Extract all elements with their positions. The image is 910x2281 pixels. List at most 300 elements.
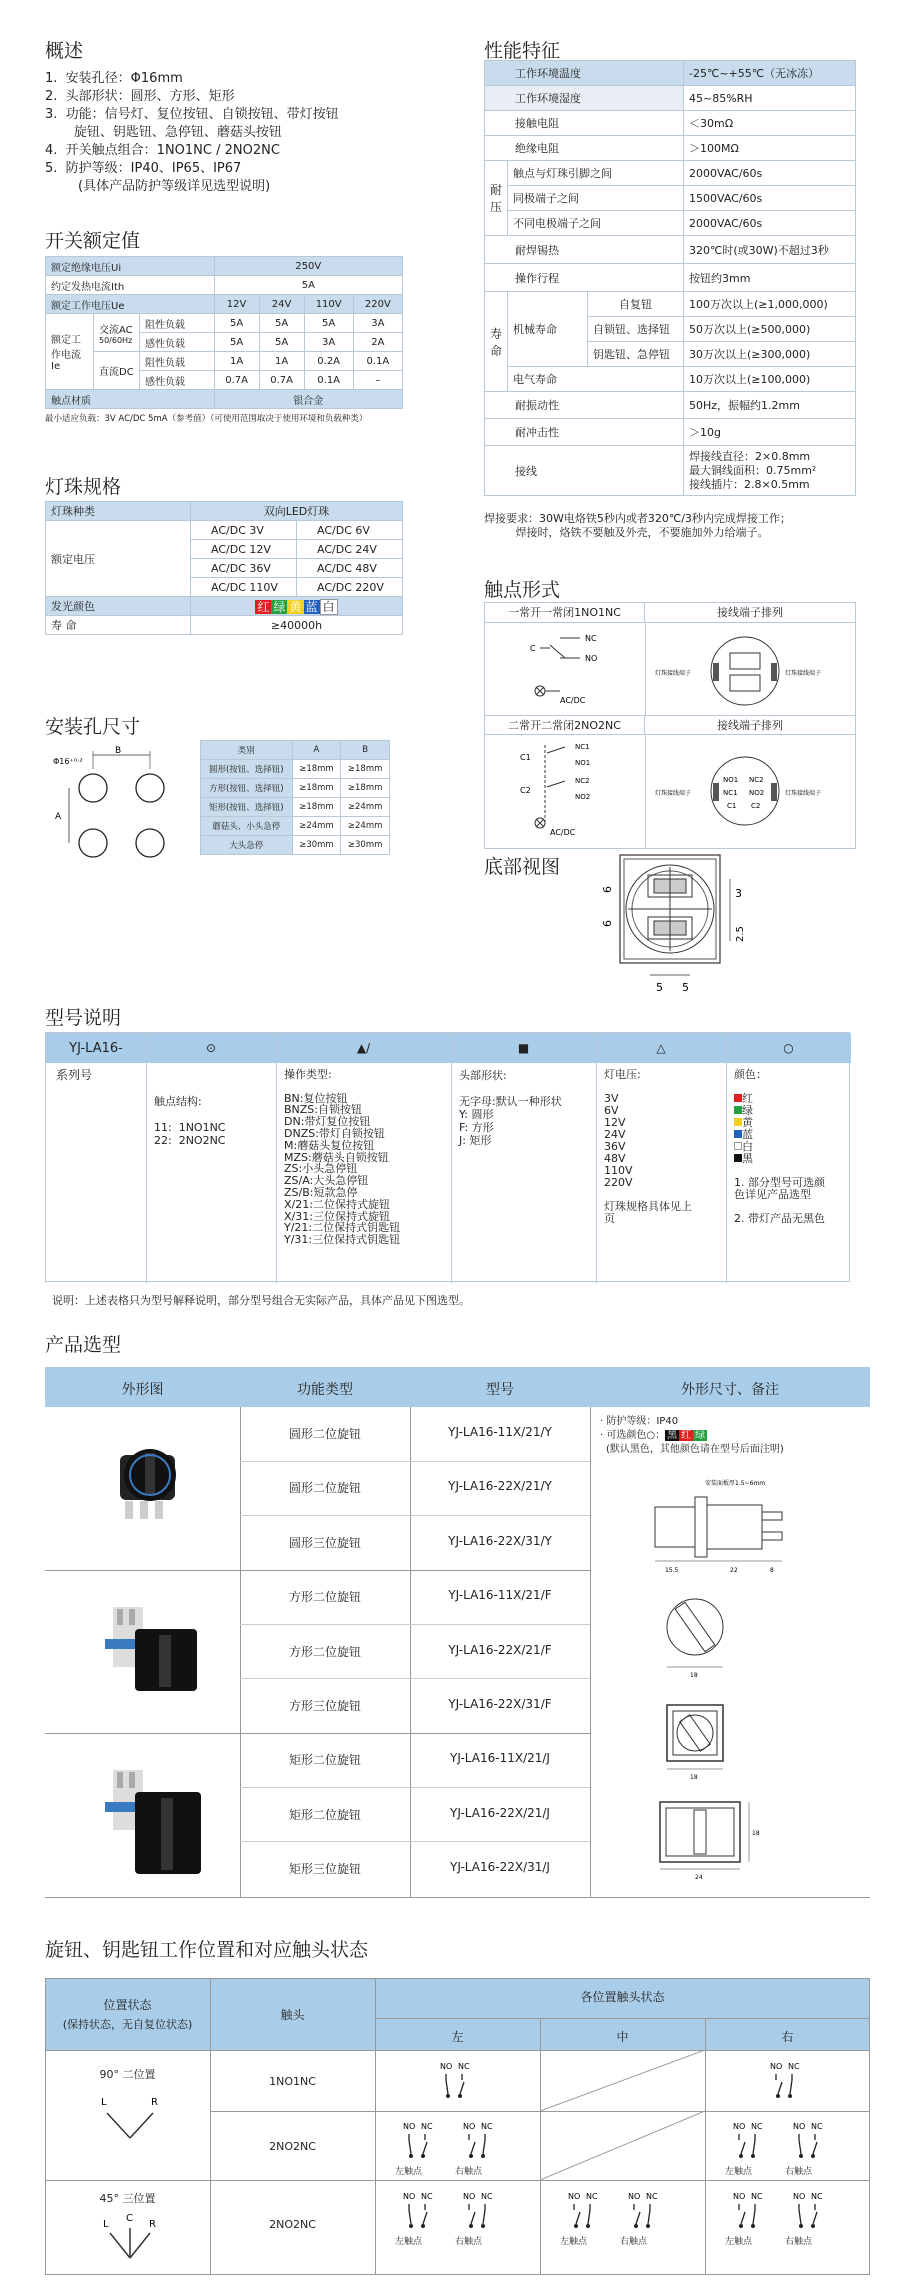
perf-title: 性能特征 [484,40,561,62]
model-line: Y/31:三位保持式钥匙钮 [284,1233,401,1247]
model-head: ▲/ [356,1041,371,1055]
dim-b: B [115,746,122,756]
note-line: · 防护等级：IP40 [600,1416,679,1427]
model-line: Y/21:二位保持式钥匙钮 [284,1221,401,1235]
perf-label: 工作环境温度 [485,61,684,86]
perf-label: 绝缘电阻 [485,136,684,161]
ui-label: 额定绝缘电压Ui [46,257,215,276]
contact-type: 2NO2NC [269,2140,316,2153]
model-col-operation [284,1069,400,1246]
round-knob-image [95,1427,205,1537]
nc-label: NC [788,2062,800,2071]
perf-value: 100万次以上(≥1,000,000) [684,292,856,317]
model-line: 24V [604,1128,626,1141]
color-swatch [734,1094,742,1102]
knob-head: 右 [781,2030,794,2044]
perf-label: 耐振动性 [485,392,684,419]
model-number: YJ-LA16-22X/21/Y [448,1479,552,1494]
no-label: NO [733,2192,746,2201]
rating-cell: 5A [259,314,304,333]
contact-side-label: 左触点 [725,2167,753,2177]
lamp-color-label: 发光颜色 [46,597,191,616]
selection-table [45,1367,870,1897]
mount-cell: ≥24mm [341,798,390,817]
model-line: 12V [604,1116,626,1129]
selection-header: 外形图 [121,1382,164,1398]
model-line: 页 [604,1212,615,1225]
perf-value: 按钮约3mm [684,264,856,292]
mount-cell: 蘑菇头、小头急停 [201,817,293,836]
nc-label: NC [421,2122,433,2131]
overview-item: 5. 防护等级：IP40、IP65、IP67 [45,161,242,176]
no-label: NO [440,2062,453,2071]
model-col-color [734,1069,825,1225]
opt-color-green: 绿 [695,1430,706,1441]
dim-label: 18 [752,1830,760,1837]
ac-sub: 50/60Hz [99,335,133,345]
model-col-contact [154,1069,226,1147]
color-chip-white: 白 [320,599,338,615]
dim-5: 5 [682,981,689,994]
model-line: 3V [604,1092,619,1105]
wiring-line: 接线插片：2.8×0.5mm [689,477,810,491]
contact-side-label: 右触点 [785,2237,813,2247]
model-line: 蓝 [742,1128,753,1141]
dim-label: 安装面板厚1.5~6mm [705,1480,766,1487]
mount-cell: 圆形(按钮、选择钮) [201,760,293,779]
lamp-voltage: AC/DC 48V [297,559,403,578]
model-line: 红 [742,1092,753,1105]
hole [79,829,107,857]
model-line: M:蘑菇头复位按钮 [284,1138,375,1152]
model-line: 220V [604,1176,633,1189]
contact-side-label: 左触点 [395,2167,423,2177]
mount-cell: ≥18mm [341,779,390,798]
function-type: 矩形三位旋钮 [288,1862,361,1877]
note-line: · 可选颜色○： [600,1430,666,1441]
mount-cell: ≥30mm [341,836,390,855]
hole [79,774,107,802]
overview-item: 2. 头部形状：圆形、方形、矩形 [45,89,235,104]
model-number: YJ-LA16-22X/31/Y [448,1533,552,1548]
load-type: 阻性负载 [140,352,215,371]
pos-c: C [126,2213,133,2224]
lamp-type-label: 灯珠种类 [46,502,191,521]
color-chip-red: 红 [257,599,270,614]
model-line: 110V [604,1164,633,1177]
model-title: 型号说明 [45,1007,122,1029]
perf-label: 不同电极端子之间 [508,211,684,236]
color-chip-blue: 蓝 [305,599,318,614]
contact-diagram [484,602,856,849]
contact-header: 一常开一常闭1NO1NC [485,603,645,623]
nc-label: NC [811,2192,823,2201]
rating-title: 开关额定值 [45,230,141,252]
contact-switch-icon [461,2190,501,2234]
lamp-voltage-label: 额定电压 [46,521,191,597]
contact-side-label: 右触点 [620,2237,648,2247]
load-type: 感性负载 [140,333,215,352]
mount-cell: ≥24mm [292,817,341,836]
selection-title: 产品选型 [45,1334,122,1356]
rating-cell: 0.7A [259,371,304,390]
rating-cell: 0.7A [214,371,259,390]
nc-label: NC [481,2122,493,2131]
ac-label: 交流AC [99,324,133,336]
nc-label: NC [458,2062,470,2071]
perf-label: 钥匙钮、急停钮 [588,342,684,367]
mount-cell: ≥18mm [341,760,390,779]
term-no2: NO2 [575,793,591,801]
model-line: 操作类型: [284,1068,332,1081]
model-line [459,1082,562,1095]
perf-value: ＜30mΩ [684,111,856,136]
wiring-label: 接线 [485,446,684,496]
ue-value: 24V [259,295,304,314]
model-line: ZS:小头急停钮 [284,1162,358,1176]
contact-switch-icon [791,2190,831,2234]
model-line: 灯电压: [604,1068,641,1081]
model-col-voltage [604,1069,692,1225]
dim-label: 18 [690,1774,698,1781]
contact-side-label: 左触点 [725,2237,753,2247]
mech-label: 机械寿命 [508,292,588,367]
nc-label: NC [586,2192,598,2201]
mount-cell: 大头急停 [201,836,293,855]
perf-value: -25℃~+55℃（无冰冻） [684,61,856,86]
no-label: NO [793,2192,806,2201]
contact-side-label: 右触点 [455,2167,483,2177]
term-nc2: NC2 [575,777,590,785]
dim-3: 3 [735,887,742,900]
pos-90-icon [95,2083,165,2153]
color-swatch [734,1130,742,1138]
function-type: 圆形二位旋钮 [288,1481,361,1496]
perf-value: 30万次以上(≥300,000) [684,342,856,367]
bottom-title: 底部视图 [484,856,561,878]
ue-value: 12V [214,295,259,314]
knob-head: 各位置触头状态 [580,1990,665,2004]
diagonal-line [540,2050,705,2180]
no-label: NO [770,2062,783,2071]
contact-side-label: 左触点 [560,2237,588,2247]
contact-1no1nc-drawing [485,623,855,715]
color-swatch [734,1106,742,1114]
model-line: J: 矩形 [459,1134,492,1147]
ue-value: 220V [353,295,402,314]
contact-side-label: 左触点 [395,2237,423,2247]
perf-value: 45~85%RH [684,86,856,111]
nc-label: NC [421,2192,433,2201]
lamp-voltage: AC/DC 36V [191,559,297,578]
perf-value: ＞100MΩ [684,136,856,161]
term-nc: NC [585,634,597,643]
lamp-life: ≥40000h [191,616,403,635]
contact-header: 接线端子排列 [645,603,855,623]
mount-cell: ≥18mm [292,779,341,798]
perf-value: 10万次以上(≥100,000) [684,367,856,392]
pos-45-icon [95,2203,165,2273]
lamp-voltage: AC/DC 110V [191,578,297,597]
pos-l: L [101,2097,107,2108]
perf-value: 2000VAC/60s [684,211,856,236]
contact-header: 接线端子排列 [645,715,855,735]
lamp-term-label: 灯珠接线端子 [655,790,692,797]
dim-label: 22 [730,1567,738,1574]
contact-switch-icon [461,2120,501,2164]
model-line: 颜色： [734,1068,767,1081]
model-line: 无字母:默认一种形状 [459,1095,562,1108]
contact-switch-icon [731,2120,771,2164]
mount-hole-diagram [45,745,185,860]
rating-cell: 0.1A [304,371,353,390]
model-line: 头部形状: [459,1069,507,1082]
term-c2: C2 [751,802,761,810]
term-acdc: AC/DC [560,696,586,705]
term-acdc: AC/DC [550,828,576,837]
hole [136,774,164,802]
dim-label: 15.5 [665,1567,679,1574]
dim-6: 6 [601,886,614,893]
model-number: YJ-LA16-22X/21/J [450,1805,550,1820]
contact-2no2nc-drawing [485,735,855,848]
no-label: NO [403,2192,416,2201]
solder-line: 焊接要求：30W电烙铁5秒内或者320℃/3秒内完成焊接工作； [484,512,791,525]
perf-label: 耐冲击性 [485,419,684,446]
lamp-voltage: AC/DC 220V [297,578,403,597]
function-type: 圆形三位旋钮 [288,1535,361,1550]
contact-switch-icon [791,2120,831,2164]
knob-head: 触头 [280,2008,305,2022]
model-line: 系列号 [56,1068,93,1082]
perf-value: 1500VAC/60s [684,186,856,211]
color-swatch [734,1154,742,1162]
overview-title: 概述 [45,40,84,62]
term-c2: C2 [520,786,531,795]
contact-switch-icon [566,2190,606,2234]
perf-label: 接触电阻 [485,111,684,136]
pos-r: R [149,2219,156,2230]
nc-label: NC [751,2122,763,2131]
ith-value: 5A [214,276,402,295]
rating-cell: 5A [214,333,259,352]
function-type: 方形二位旋钮 [288,1590,361,1605]
res-label: 耐压 [485,161,508,236]
square-knob-image [95,1589,205,1709]
wiring-line: 焊接线直径：2×0.8mm [689,449,811,463]
dc-label: 直流DC [94,352,140,390]
mount-table [200,740,390,855]
pos-label: 90° 二位置 [99,2068,156,2081]
model-line [154,1108,226,1121]
model-line: 黄 [742,1116,753,1129]
perf-label: 自复钮 [588,292,684,317]
model-line: 11: 1NO1NC [154,1121,226,1134]
rating-cell: 0.1A [353,352,402,371]
bottom-view-drawing [590,845,810,1005]
rating-cell: 1A [259,352,304,371]
selection-notes [600,1415,784,1457]
rating-cell: 3A [353,314,402,333]
perf-label: 耐焊锡热 [485,236,684,264]
color-swatch [734,1118,742,1126]
lamp-voltage: AC/DC 24V [297,540,403,559]
model-line: MZS:蘑菇头自锁按钮 [284,1150,389,1164]
contact-side-label: 右触点 [455,2237,483,2247]
rect-knob-image [95,1752,205,1882]
term-no2: NO2 [749,789,765,797]
model-head: △ [656,1041,666,1055]
rating-cell: 5A [304,314,353,333]
model-line: DNZS:带灯自锁按钮 [284,1126,385,1140]
function-type: 矩形二位旋钮 [288,1753,361,1768]
model-line: DN:带灯复位按钮 [284,1115,371,1129]
model-line: 1. 部分型号可选颜 [734,1176,825,1189]
perf-value: ＞10g [684,419,856,446]
term-no1: NO1 [723,776,739,784]
model-line: Y: 圆形 [459,1108,494,1121]
knob-head: 中 [616,2030,629,2044]
knob-head: 位置状态 [103,1998,152,2012]
rating-cell: 2A [353,333,402,352]
dim-label: 8 [770,1567,774,1574]
material-value: 银合金 [214,390,402,409]
dim-label: 24 [695,1874,703,1881]
ith-label: 约定发热电流Ith [46,276,215,295]
selection-header: 型号 [486,1382,514,1398]
model-line: 灯珠规格具体见上 [604,1200,692,1213]
perf-table [484,60,856,496]
overview-list [45,70,339,196]
color-chip-green: 绿 [273,599,286,614]
rating-note: 最小适应负载：3V AC/DC 5mA（参考值）（可使用范围取决于使用环境和负载种类） [45,414,368,424]
model-line: 色详见产品选型 [734,1188,811,1201]
lamp-title: 灯珠规格 [45,476,122,498]
pos-label: 45° 三位置 [99,2192,156,2205]
model-line [284,1081,400,1093]
rating-table [45,256,403,409]
term-c1: C1 [727,802,737,810]
model-line: X/21:二位保持式旋钮 [284,1197,390,1211]
selection-header: 外形尺寸、备注 [681,1382,779,1398]
model-number: YJ-LA16-11X/21/F [448,1588,552,1603]
overview-item: 3. 功能：信号灯、复位按钮、自锁按钮、带灯按钮 [45,107,339,122]
knob-head: 左 [451,2030,464,2044]
model-head: ■ [517,1041,530,1055]
model-line: BN:复位按钮 [284,1091,348,1105]
term-nc1: NC1 [575,743,590,751]
function-type: 方形三位旋钮 [288,1699,361,1713]
color-chip-yellow: 黄 [289,599,302,614]
mount-header: 类别 [201,741,293,760]
model-line: X/31:三位保持式旋钮 [284,1209,390,1223]
no-label: NO [793,2122,806,2131]
overview-item: 旋钮、钥匙钮、急停钮、蘑菇头按钮 [45,125,282,140]
dia-label: Φ16⁺⁰·² [53,757,83,766]
rating-cell: – [353,371,402,390]
ue-label: 额定工作电压Ue [46,295,215,314]
function-type: 方形二位旋钮 [288,1644,361,1659]
lamp-term-label: 灯珠接线端子 [785,670,822,677]
dimension-drawings [645,1477,855,1897]
perf-value: 320℃时(或30W)不超过3秒 [684,236,856,264]
color-swatch [734,1142,742,1150]
note-line: (默认黑色，其他颜色请在型号后面注明) [606,1444,784,1455]
overview-item: 4. 开关触点组合：1NO1NC / 2NO2NC [45,143,280,158]
lamp-table [45,501,403,635]
mount-cell: ≥18mm [292,760,341,779]
mount-cell: 矩形(按钮、选择钮) [201,798,293,817]
ue-value: 110V [304,295,353,314]
model-line: 22: 2NO2NC [154,1134,226,1147]
dim-label: 18 [690,1672,698,1679]
model-number: YJ-LA16-22X/31/J [450,1860,550,1875]
lamp-voltage: AC/DC 12V [191,540,297,559]
rating-cell: 5A [259,333,304,352]
mount-cell: 方形(按钮、选择钮) [201,779,293,798]
perf-label: 自锁钮、选择钮 [588,317,684,342]
no-label: NO [403,2122,416,2131]
contact-switch-icon [401,2190,441,2234]
overview-item: 1. 安装孔径：Φ16mm [45,71,183,86]
mount-cell: ≥24mm [341,817,390,836]
knob-table [45,1978,870,2275]
contact-switch-icon [401,2120,441,2164]
perf-value: 50Hz，振幅约1.2mm [684,392,856,419]
no-label: NO [463,2192,476,2201]
opt-color-black: 黑 [667,1430,678,1441]
contact-side-label: 右触点 [785,2167,813,2177]
rating-cell: 3A [304,333,353,352]
lamp-voltage: AC/DC 3V [191,521,297,540]
rating-cell: 0.2A [304,352,353,371]
perf-value: 50万次以上(≥500,000) [684,317,856,342]
life-label: 寿命 [485,292,508,392]
perf-label: 电气寿命 [508,367,684,392]
rating-cell: 5A [214,314,259,333]
model-line: 36V [604,1140,626,1153]
contact-switch-icon [768,2060,808,2104]
mount-title: 安装孔尺寸 [45,716,141,738]
dim-6: 6 [601,920,614,927]
perf-label: 工作环境湿度 [485,86,684,111]
lamp-term-label: 灯珠接线端子 [785,790,822,797]
term-c1: C1 [520,753,531,762]
term-nc2: NC2 [749,776,764,784]
dim-2-5: 2.5 [735,926,746,942]
term-c: C [530,644,536,653]
opt-color-red: 红 [681,1430,692,1441]
contact-title: 触点形式 [484,579,561,601]
nc-label: NC [481,2192,493,2201]
ie-label: 额定工作电流Ie [46,314,94,390]
term-no: NO [585,654,598,663]
model-line: ZS/B:短款急停 [284,1185,358,1199]
contact-switch-icon [731,2190,771,2234]
model-col-series [56,1069,92,1082]
load-type: 阻性负载 [140,314,215,333]
model-table [45,1032,850,1282]
model-line: 6V [604,1104,619,1117]
contact-switch-icon [626,2190,666,2234]
model-line: F: 方形 [459,1121,494,1134]
model-line: 48V [604,1152,626,1165]
model-number: YJ-LA16-22X/21/F [448,1642,552,1657]
term-no1: NO1 [575,759,591,767]
model-note: 说明：上述表格只为型号解释说明，部分型号组合无实际产品，具体产品见下图选型。 [52,1294,470,1307]
nc-label: NC [751,2192,763,2201]
function-type: 矩形二位旋钮 [288,1807,361,1822]
